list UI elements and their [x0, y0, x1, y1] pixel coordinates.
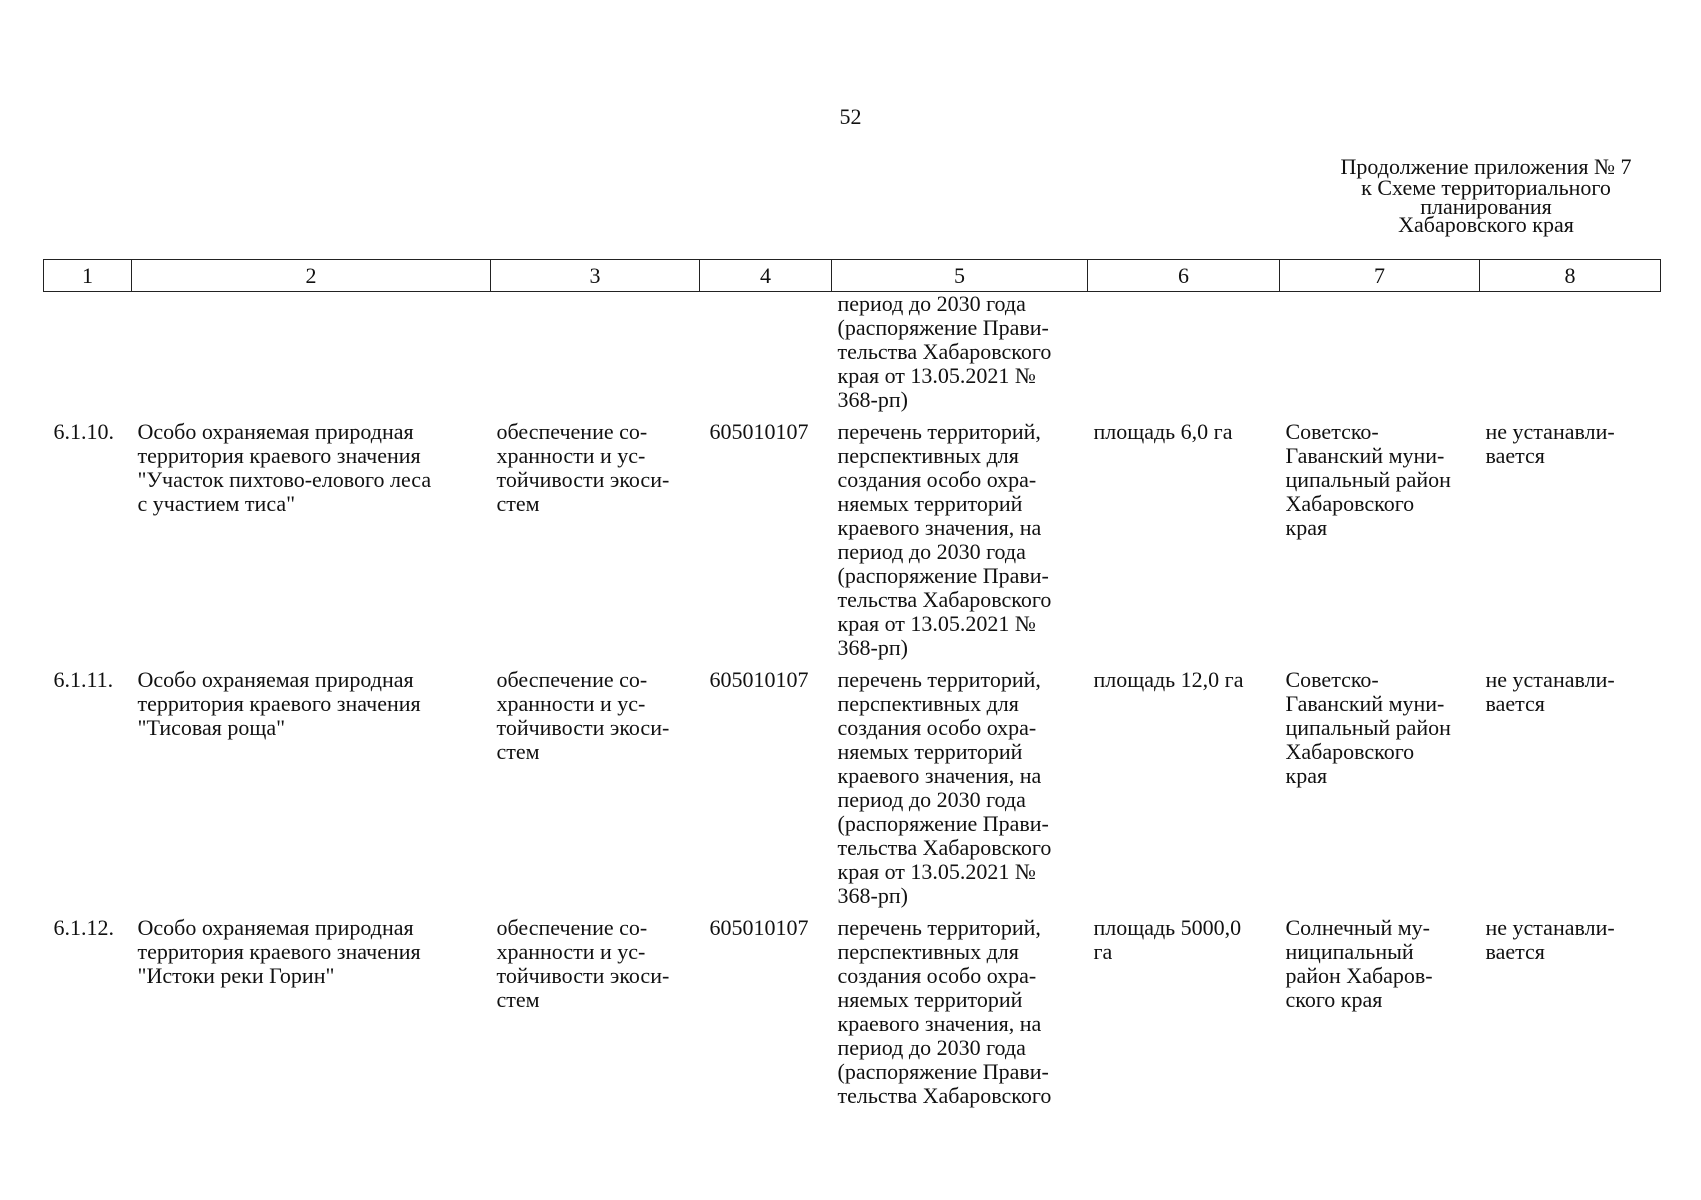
cell-line: тойчивости экоси-	[496, 467, 670, 492]
cell-line: период до 2030 года	[837, 1035, 1026, 1060]
column-header: 1	[44, 260, 132, 292]
cell-line: период до 2030 года	[837, 787, 1026, 812]
cell-line: "Тисовая роща"	[137, 715, 286, 740]
cell-zone	[1480, 916, 1661, 1116]
cell-line: "Участок пихтово-елового леса	[137, 467, 432, 492]
cell-line: ниципальный	[1285, 939, 1414, 964]
cell-line: период до 2030 года	[837, 539, 1026, 564]
table-row	[44, 668, 1661, 916]
table-cell	[1088, 292, 1280, 421]
cell-location	[1280, 668, 1480, 916]
cell-line: Хабаровского	[1285, 739, 1415, 764]
cell-location	[1280, 916, 1480, 1116]
cell-location	[1280, 420, 1480, 668]
cell-line: края от 13.05.2021 №	[837, 859, 1036, 884]
cell-line: стем	[496, 491, 540, 516]
cell-line: Солнечный му-	[1285, 915, 1430, 940]
cell-code: 605010107	[709, 419, 809, 444]
table-cell	[1280, 292, 1480, 421]
cell-line: обеспечение со-	[496, 915, 648, 940]
cell-line: создания особо охра-	[837, 715, 1037, 740]
cell-basis	[832, 420, 1088, 668]
cell-name	[132, 420, 491, 668]
cell-line: (распоряжение Прави-	[837, 315, 1049, 340]
cell-line: тойчивости экоси-	[496, 715, 670, 740]
appendix-caption-line: Продолжение приложения № 7	[1340, 154, 1632, 179]
cell-line: тельства Хабаровского	[837, 339, 1052, 364]
cell-line: обеспечение со-	[496, 667, 648, 692]
cell-line: период до 2030 года	[837, 291, 1026, 316]
cell-line: вается	[1485, 691, 1545, 716]
cell-purpose	[491, 668, 700, 916]
cell-line: (распоряжение Прави-	[837, 1059, 1049, 1084]
appendix-caption-line: Хабаровского края	[1398, 212, 1574, 237]
cell-line: ского края	[1285, 987, 1383, 1012]
cell-line: няемых территорий	[837, 739, 1023, 764]
cell-basis	[832, 292, 1088, 421]
cell-line: не устанавли-	[1485, 915, 1615, 940]
cell-line: перспективных для	[837, 939, 1019, 964]
cell-line: 368-рп)	[837, 387, 908, 412]
cell-purpose	[491, 420, 700, 668]
cell-line: краевого значения, на	[837, 763, 1042, 788]
appendix-caption-line: к Схеме территориального	[1361, 175, 1611, 200]
table-cell	[700, 292, 832, 421]
cell-line: тельства Хабаровского	[837, 587, 1052, 612]
cell-line: обеспечение со-	[496, 419, 648, 444]
cell-line: не устанавли-	[1485, 667, 1615, 692]
cell-line: не устанавли-	[1485, 419, 1615, 444]
appendix-caption	[1296, 154, 1676, 237]
cell-line: Особо охраняемая природная	[137, 915, 414, 940]
cell-purpose	[491, 916, 700, 1116]
table-row	[44, 420, 1661, 668]
cell-line: район Хабаров-	[1285, 963, 1433, 988]
cell-line: края от 13.05.2021 №	[837, 363, 1036, 388]
cell-line: няемых территорий	[837, 987, 1023, 1012]
cell-line: перечень территорий,	[837, 667, 1041, 692]
table-cell	[44, 292, 132, 421]
cell-line: стем	[496, 739, 540, 764]
cell-number: 6.1.12.	[53, 915, 114, 940]
cell-line: территория краевого значения	[137, 443, 421, 468]
cell-line: (распоряжение Прави-	[837, 811, 1049, 836]
cell-line: га	[1093, 939, 1113, 964]
cell-line: площадь 12,0 га	[1093, 667, 1244, 692]
cell-line: (распоряжение Прави-	[837, 563, 1049, 588]
table-cell	[491, 292, 700, 421]
cell-area	[1088, 668, 1280, 916]
column-header: 2	[132, 260, 491, 292]
appendix-caption-line: планирования	[1420, 194, 1552, 219]
cell-line: хранности и ус-	[496, 691, 646, 716]
cell-line: края	[1285, 763, 1328, 788]
cell-line: 368-рп)	[837, 635, 908, 660]
cell-line: краевого значения, на	[837, 515, 1042, 540]
cell-line: Советско-	[1285, 419, 1379, 444]
cell-line: 368-рп)	[837, 883, 908, 908]
column-header: 5	[832, 260, 1088, 292]
cell-line: территория краевого значения	[137, 939, 421, 964]
table-body	[44, 292, 1661, 1117]
cell-line: краевого значения, на	[837, 1011, 1042, 1036]
cell-line: создания особо охра-	[837, 467, 1037, 492]
cell-line: тельства Хабаровского	[837, 1083, 1052, 1108]
cell-line: перспективных для	[837, 443, 1019, 468]
cell-basis	[832, 668, 1088, 916]
cell-line: "Истоки реки Горин"	[137, 963, 335, 988]
cell-name	[132, 916, 491, 1116]
cell-line: площадь 6,0 га	[1093, 419, 1233, 444]
cell-line: Особо охраняемая природная	[137, 419, 414, 444]
cell-line: площадь 5000,0	[1093, 915, 1242, 940]
table-cell	[132, 292, 491, 421]
cell-line: Гаванский муни-	[1285, 691, 1445, 716]
cell-line: ципальный район	[1285, 715, 1451, 740]
cell-number: 6.1.11.	[53, 667, 114, 692]
cell-line: тойчивости экоси-	[496, 963, 670, 988]
column-header: 4	[700, 260, 832, 292]
cell-line: няемых территорий	[837, 491, 1023, 516]
cell-line: тельства Хабаровского	[837, 835, 1052, 860]
cell-code: 605010107	[709, 915, 809, 940]
objects-table	[43, 259, 1660, 1116]
cell-line: с участием тиса"	[137, 491, 296, 516]
column-header: 3	[491, 260, 700, 292]
cell-line: вается	[1485, 939, 1545, 964]
cell-line: Хабаровского	[1285, 491, 1415, 516]
column-header: 8	[1480, 260, 1661, 292]
cell-name	[132, 668, 491, 916]
page-number: 52	[839, 104, 862, 129]
cell-line: Советско-	[1285, 667, 1379, 692]
table-row	[44, 916, 1661, 1116]
cell-line: Особо охраняемая природная	[137, 667, 414, 692]
cell-area	[1088, 420, 1280, 668]
table-cell	[1480, 292, 1661, 421]
cell-line: хранности и ус-	[496, 443, 646, 468]
cell-area	[1088, 916, 1280, 1116]
cell-line: хранности и ус-	[496, 939, 646, 964]
cell-line: Гаванский муни-	[1285, 443, 1445, 468]
cell-line: перспективных для	[837, 691, 1019, 716]
cell-code: 605010107	[709, 667, 809, 692]
cell-zone	[1480, 420, 1661, 668]
cell-line: стем	[496, 987, 540, 1012]
cell-basis	[832, 916, 1088, 1116]
cell-line: края	[1285, 515, 1328, 540]
table-row-continuation	[44, 292, 1661, 421]
cell-line: вается	[1485, 443, 1545, 468]
cell-line: перечень территорий,	[837, 915, 1041, 940]
column-header: 6	[1088, 260, 1280, 292]
cell-zone	[1480, 668, 1661, 916]
cell-number: 6.1.10.	[53, 419, 114, 444]
cell-line: перечень территорий,	[837, 419, 1041, 444]
cell-line: края от 13.05.2021 №	[837, 611, 1036, 636]
cell-line: территория краевого значения	[137, 691, 421, 716]
column-header: 7	[1280, 260, 1480, 292]
table-header	[44, 260, 1661, 292]
cell-line: ципальный район	[1285, 467, 1451, 492]
cell-line: создания особо охра-	[837, 963, 1037, 988]
